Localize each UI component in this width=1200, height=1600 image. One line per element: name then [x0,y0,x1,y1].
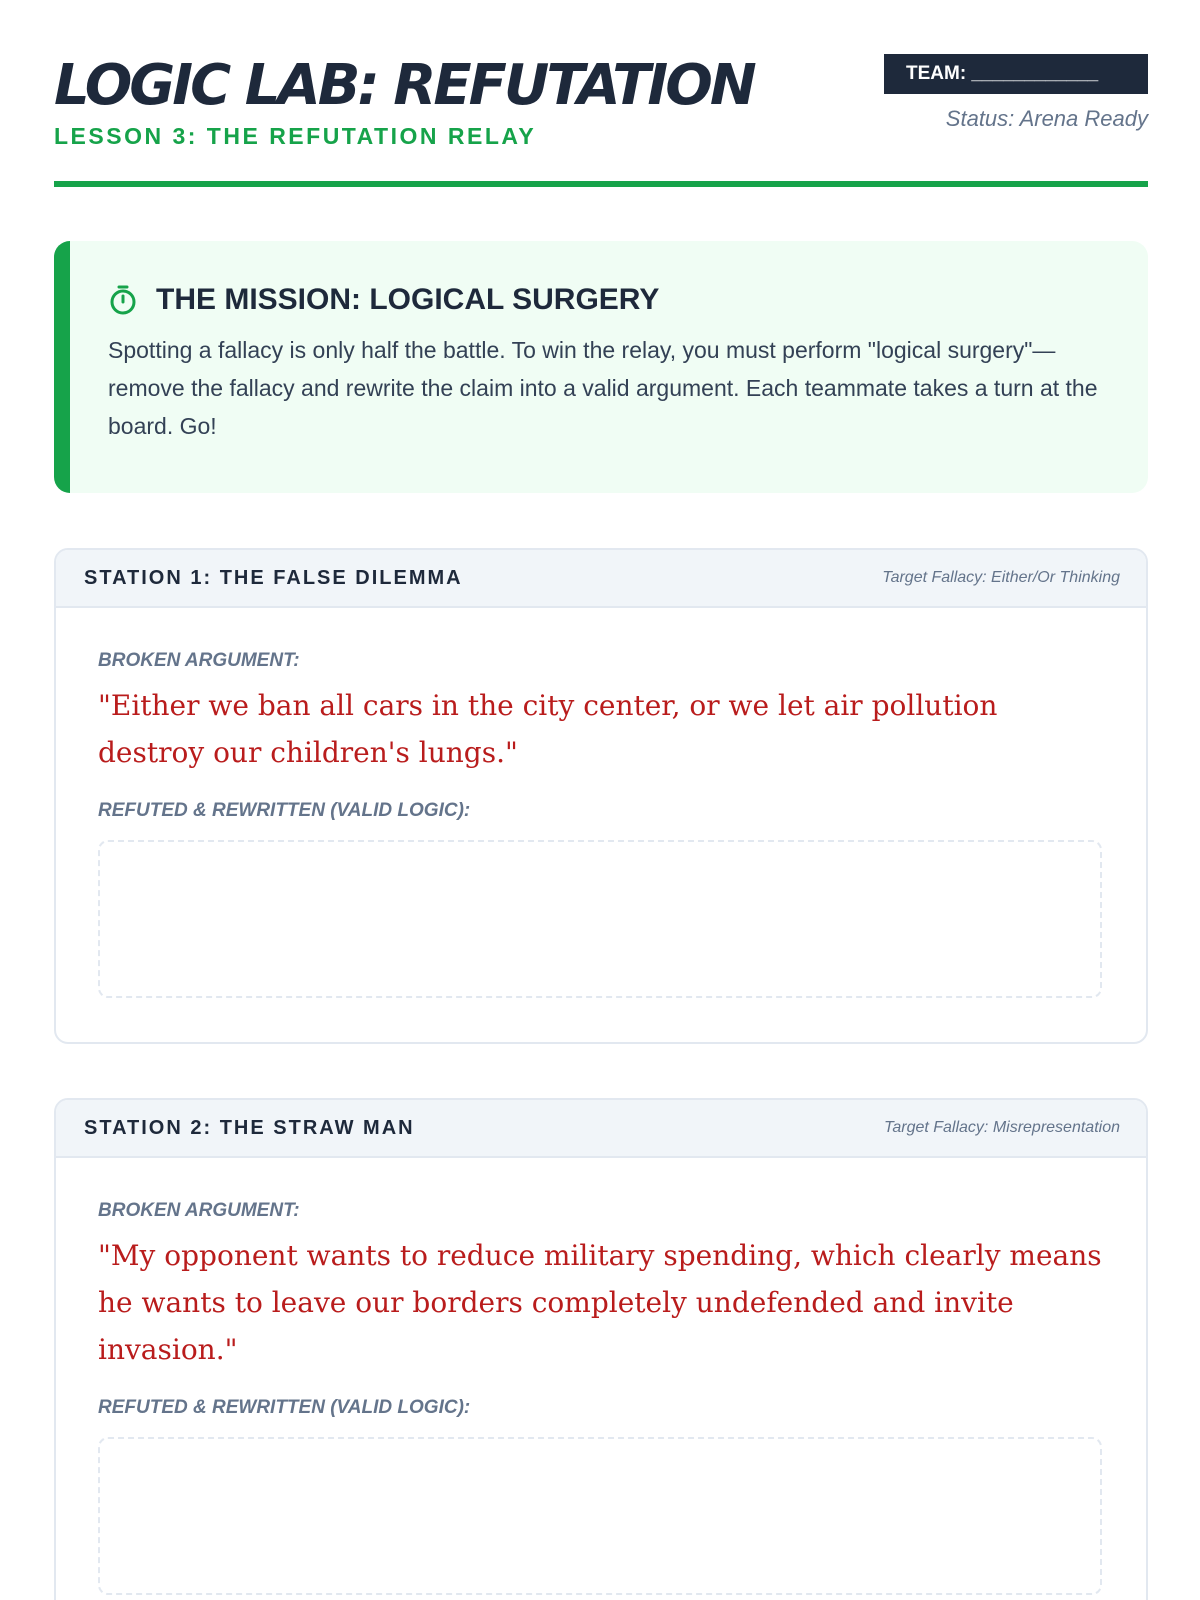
header-divider [54,181,1148,187]
page-title: LOGIC LAB: REFUTATION [54,53,754,118]
station-card-1 [54,548,1148,1044]
station-title: STATION 1: THE FALSE DILEMMA [84,566,463,589]
station-card-2 [54,1098,1148,1600]
mission-heading [108,283,1100,317]
rewrite-label: REFUTED & REWRITTEN (VALID LOGIC): [98,1397,471,1418]
lesson-subtitle: LESSON 3: THE REFUTATION RELAY [54,123,537,149]
title-block [54,52,754,150]
rewrite-label: REFUTED & REWRITTEN (VALID LOGIC): [98,800,471,821]
rewrite-answer-box[interactable] [98,840,1102,998]
station-header [56,1100,1146,1158]
mission-title: THE MISSION: LOGICAL SURGERY [156,283,660,316]
target-fallacy: Target Fallacy: Misrepresentation [884,1119,1120,1136]
broken-argument-label: BROKEN ARGUMENT: [98,1200,300,1221]
broken-argument-label: BROKEN ARGUMENT: [98,650,300,671]
page-header [54,52,1148,188]
status-text: Status: Arena Ready [945,106,1148,131]
team-status-block [884,54,1148,132]
broken-argument-text: "Either we ban all cars in the city center, or we let air pollution destroy our children's lungs." [98,689,998,769]
station-title: STATION 2: THE STRAW MAN [84,1116,415,1139]
station-content [56,608,1146,998]
rewrite-answer-box[interactable] [98,1437,1102,1595]
mission-description: Spotting a fallacy is only half the battle. To win the relay, you must perform "logical surgery"—remove the fallacy and rewrite the claim into a valid argument. Each teammate takes a turn at the board. Go! [108,337,1098,439]
station-content [56,1158,1146,1595]
station-header [56,550,1146,608]
team-name-field[interactable]: TEAM: ____________ [884,54,1148,94]
target-fallacy: Target Fallacy: Either/Or Thinking [882,569,1120,586]
mission-callout [54,241,1148,493]
timer-icon [108,284,138,316]
broken-argument-text: "My opponent wants to reduce military spending, which clearly means he wants to leave our borders completely undefended and invite invasion." [98,1239,1102,1366]
